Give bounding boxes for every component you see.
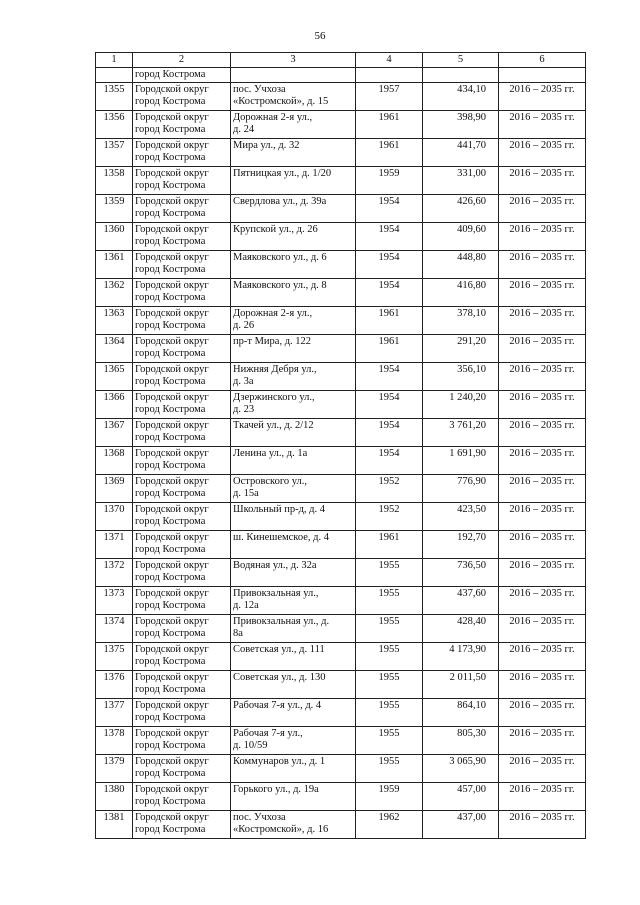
table-row: [96, 195, 586, 223]
owner-line-1: Городской округ: [135, 224, 209, 235]
address-line-1: Пятницкая ул., д. 1/20: [233, 168, 332, 179]
address-cell: [231, 699, 356, 727]
owner-line-1: Городской округ: [135, 448, 209, 459]
row-number: 1362: [96, 279, 133, 307]
owner-line-1: Городской округ: [135, 420, 209, 431]
owner-cell: [133, 139, 231, 167]
owner-line-1: Городской округ: [135, 784, 209, 795]
area-cell: 423,50: [423, 503, 499, 531]
owner-line-1: Городской округ: [135, 196, 209, 207]
address-cell: [231, 419, 356, 447]
owner-line-1: Городской округ: [135, 336, 209, 347]
address-cell: [231, 671, 356, 699]
owner-cell: [133, 475, 231, 503]
area-cell: 398,90: [423, 111, 499, 139]
row-number: 1377: [96, 699, 133, 727]
owner-line-2: город Кострома: [135, 320, 206, 331]
year-cell: 1955: [356, 587, 423, 615]
table-row: [96, 643, 586, 671]
area-cell: 805,30: [423, 727, 499, 755]
owner-line-2: город Кострома: [135, 180, 206, 191]
period-cell: 2016 – 2035 гг.: [499, 307, 586, 335]
owner-line-2: город Кострома: [135, 488, 206, 499]
year-cell: 1955: [356, 615, 423, 643]
table-row: [96, 531, 586, 559]
period-cell: 2016 – 2035 гг.: [499, 223, 586, 251]
row-number: 1365: [96, 363, 133, 391]
address-cell: [231, 755, 356, 783]
row-number: 1371: [96, 531, 133, 559]
address-line-1: Крупской ул., д. 26: [233, 224, 318, 235]
address-line-1: ш. Кинешемское, д. 4: [233, 532, 329, 543]
table-row: [96, 279, 586, 307]
owner-cell: [133, 83, 231, 111]
address-line-2: д. 3а: [233, 376, 254, 387]
period-cell: 2016 – 2035 гг.: [499, 391, 586, 419]
address-line-2: д. 12а: [233, 600, 259, 611]
address-line-2: д. 23: [233, 404, 255, 415]
address-line-1: пр-т Мира, д. 122: [233, 336, 312, 347]
address-cell: [231, 363, 356, 391]
address-line-2: д. 15а: [233, 488, 259, 499]
owner-line-1: Городской округ: [135, 644, 209, 655]
address-cell: [231, 307, 356, 335]
table-row: [96, 475, 586, 503]
period-cell: 2016 – 2035 гг.: [499, 727, 586, 755]
owner-line-1: Городской округ: [135, 364, 209, 375]
year-cell: 1959: [356, 167, 423, 195]
period-cell: 2016 – 2035 гг.: [499, 83, 586, 111]
period-cell: 2016 – 2035 гг.: [499, 811, 586, 839]
period-cell: 2016 – 2035 гг.: [499, 755, 586, 783]
owner-cell: [133, 335, 231, 363]
year-cell: 1952: [356, 475, 423, 503]
period-cell: 2016 – 2035 гг.: [499, 559, 586, 587]
owner-line-1: Городской округ: [135, 560, 209, 571]
address-cell: [231, 279, 356, 307]
owner-line-1: Городской округ: [135, 308, 209, 319]
year-cell: 1955: [356, 559, 423, 587]
year-cell: 1961: [356, 531, 423, 559]
owner-cell: [133, 587, 231, 615]
owner-cell: [133, 671, 231, 699]
owner-line-2: город Кострома: [135, 348, 206, 359]
period-cell: 2016 – 2035 гг.: [499, 643, 586, 671]
area-cell: 331,00: [423, 167, 499, 195]
address-line-1: Дзержинского ул.,: [233, 392, 315, 403]
year-cell: 1961: [356, 307, 423, 335]
year-cell: 1954: [356, 447, 423, 475]
area-cell: 441,70: [423, 139, 499, 167]
owner-line-2: город Кострома: [135, 740, 206, 751]
table-row: [96, 727, 586, 755]
period-cell: 2016 – 2035 гг.: [499, 531, 586, 559]
address-cell: [231, 83, 356, 111]
address-cell: [231, 727, 356, 755]
address-line-1: Школьный пр-д, д. 4: [233, 504, 326, 515]
owner-cell: [133, 811, 231, 839]
period-cell: 2016 – 2035 гг.: [499, 111, 586, 139]
address-line-1: Ткачей ул., д. 2/12: [233, 420, 314, 431]
row-number: 1364: [96, 335, 133, 363]
owner-line-2: город Кострома: [135, 124, 206, 135]
owner-cell: [133, 447, 231, 475]
row-number: 1363: [96, 307, 133, 335]
owner-cell: [133, 643, 231, 671]
owner-cell: [133, 503, 231, 531]
owner-cell: [133, 419, 231, 447]
owner-line-2: город Кострома: [135, 208, 206, 219]
period-cell: 2016 – 2035 гг.: [499, 699, 586, 727]
owner-cell: [133, 783, 231, 811]
row-number: 1372: [96, 559, 133, 587]
area-cell: 1 691,90: [423, 447, 499, 475]
area-cell: 437,60: [423, 587, 499, 615]
row-number: 1355: [96, 83, 133, 111]
area-cell: 4 173,90: [423, 643, 499, 671]
address-cell: [231, 503, 356, 531]
area-cell: 776,90: [423, 475, 499, 503]
owner-line-2: город Кострома: [135, 824, 206, 835]
area-cell: 416,80: [423, 279, 499, 307]
address-cell: [231, 811, 356, 839]
area-cell: 457,00: [423, 783, 499, 811]
table-row: [96, 83, 586, 111]
header-cell: 6: [499, 53, 586, 68]
owner-cell: [133, 559, 231, 587]
period-cell: 2016 – 2035 гг.: [499, 335, 586, 363]
owner-line-2: город Кострома: [135, 516, 206, 527]
address-cell: [231, 223, 356, 251]
address-line-1: Привокзальная ул.,: [233, 588, 319, 599]
table-row: [96, 447, 586, 475]
address-line-1: Мира ул., д. 32: [233, 140, 300, 151]
year-cell: 1954: [356, 419, 423, 447]
address-cell: [231, 195, 356, 223]
area-cell: 192,70: [423, 531, 499, 559]
address-line-2: д. 24: [233, 124, 255, 135]
owner-line-2: город Кострома: [135, 656, 206, 667]
owner-line-1: Городской округ: [135, 392, 209, 403]
owner-line-2: город Кострома: [135, 600, 206, 611]
table-row: [96, 755, 586, 783]
address-cell: [231, 251, 356, 279]
owner-line-2: город Кострома: [135, 432, 206, 443]
year-cell: 1955: [356, 755, 423, 783]
row-number: 1379: [96, 755, 133, 783]
owner-cell: [133, 195, 231, 223]
year-cell: 1961: [356, 139, 423, 167]
owner-line-2: город Кострома: [135, 712, 206, 723]
year-cell: 1955: [356, 643, 423, 671]
period-cell: 2016 – 2035 гг.: [499, 139, 586, 167]
area-cell: 426,60: [423, 195, 499, 223]
table-row: [96, 391, 586, 419]
owner-line-2: город Кострома: [135, 628, 206, 639]
address-line-1: Дорожная 2-я ул.,: [233, 112, 313, 123]
address-cell: [231, 447, 356, 475]
table-row: [96, 783, 586, 811]
owner-line-2: город Кострома: [135, 684, 206, 695]
row-number: 1366: [96, 391, 133, 419]
row-number: 1375: [96, 643, 133, 671]
owner-line-1: Городской округ: [135, 140, 209, 151]
header-row: [96, 53, 586, 68]
table-row: [96, 139, 586, 167]
year-cell: 1954: [356, 391, 423, 419]
period-cell: 2016 – 2035 гг.: [499, 783, 586, 811]
address-line-1: Маяковского ул., д. 6: [233, 252, 327, 263]
row-number: 1380: [96, 783, 133, 811]
address-line-1: Водяная ул., д. 32а: [233, 560, 317, 571]
row-number: 1356: [96, 111, 133, 139]
period-cell: 2016 – 2035 гг.: [499, 503, 586, 531]
owner-cell: [133, 755, 231, 783]
row-number: 1369: [96, 475, 133, 503]
owner-line-2: город Кострома: [135, 236, 206, 247]
table-row: [96, 559, 586, 587]
owner-line-2: город Кострома: [135, 376, 206, 387]
header-cell: 1: [96, 53, 133, 68]
table-row: [96, 587, 586, 615]
owner-line-1: Городской округ: [135, 280, 209, 291]
owner-cell: [133, 251, 231, 279]
address-line-2: «Костромской», д. 16: [233, 824, 329, 835]
year-cell: 1962: [356, 811, 423, 839]
table-row: [96, 223, 586, 251]
address-line-1: Ленина ул., д. 1а: [233, 448, 308, 459]
address-line-1: Рабочая 7-я ул.,: [233, 728, 303, 739]
area-cell: 448,80: [423, 251, 499, 279]
address-line-1: Советская ул., д. 130: [233, 672, 326, 683]
area-cell: 437,00: [423, 811, 499, 839]
registry-table: [95, 52, 586, 839]
owner-line-1: Городской округ: [135, 168, 209, 179]
row-number: 1370: [96, 503, 133, 531]
address-line-1: Коммунаров ул., д. 1: [233, 756, 326, 767]
table-row: [96, 615, 586, 643]
address-line-1: Рабочая 7-я ул., д. 4: [233, 700, 322, 711]
period-cell: 2016 – 2035 гг.: [499, 363, 586, 391]
address-line-1: Дорожная 2-я ул.,: [233, 308, 313, 319]
row-number: 1373: [96, 587, 133, 615]
row-number: 1360: [96, 223, 133, 251]
row-number: 1378: [96, 727, 133, 755]
year-cell: 1952: [356, 503, 423, 531]
address-cell: [231, 783, 356, 811]
table-row: [96, 671, 586, 699]
address-line-1: Нижняя Дебря ул.,: [233, 364, 317, 375]
period-cell: 2016 – 2035 гг.: [499, 671, 586, 699]
page-number: 56: [314, 30, 326, 42]
address-line-1: пос. Учхоза: [233, 812, 286, 823]
year-cell: 1955: [356, 699, 423, 727]
owner-line-1: Городской округ: [135, 728, 209, 739]
year-cell: 1961: [356, 335, 423, 363]
address-line-1: Свердлова ул., д. 39а: [233, 196, 327, 207]
header-cell: 5: [423, 53, 499, 68]
address-cell: [231, 587, 356, 615]
address-line-1: Маяковского ул., д. 8: [233, 280, 327, 291]
owner-line-2: город Кострома: [135, 572, 206, 583]
header-cell: 3: [231, 53, 356, 68]
area-cell: 864,10: [423, 699, 499, 727]
owner-line-2: город Кострома: [135, 96, 206, 107]
address-line-1: Горького ул., д. 19а: [233, 784, 319, 795]
owner-line-2: город Кострома: [135, 152, 206, 163]
area-cell: 291,20: [423, 335, 499, 363]
address-line-1: Советская ул., д. 111: [233, 644, 325, 655]
owner-line-2: город Кострома: [135, 292, 206, 303]
row-number: 1374: [96, 615, 133, 643]
owner-line-1: Городской округ: [135, 672, 209, 683]
address-line-1: Островского ул.,: [233, 476, 308, 487]
table-row: [96, 419, 586, 447]
area-cell: 736,50: [423, 559, 499, 587]
owner-cell: [133, 363, 231, 391]
owner-line-2: город Кострома: [135, 544, 206, 555]
owner-line-2: город Кострома: [135, 404, 206, 415]
address-line-1: Привокзальная ул., д.: [233, 616, 330, 627]
row-number: 1361: [96, 251, 133, 279]
table-row: [96, 307, 586, 335]
address-line-2: д. 26: [233, 320, 255, 331]
period-cell: 2016 – 2035 гг.: [499, 587, 586, 615]
owner-cell: [133, 223, 231, 251]
address-cell: [231, 391, 356, 419]
owner-line-1: Городской округ: [135, 84, 209, 95]
owner-cell: [133, 307, 231, 335]
year-cell: 1959: [356, 783, 423, 811]
period-cell: 2016 – 2035 гг.: [499, 447, 586, 475]
address-line-2: «Костромской», д. 15: [233, 96, 329, 107]
area-cell: 1 240,20: [423, 391, 499, 419]
row-number: 1367: [96, 419, 133, 447]
area-cell: 409,60: [423, 223, 499, 251]
table-row: [96, 363, 586, 391]
period-cell: 2016 – 2035 гг.: [499, 167, 586, 195]
year-cell: 1961: [356, 111, 423, 139]
year-cell: 1954: [356, 195, 423, 223]
address-cell: [231, 167, 356, 195]
owner-cell: [133, 391, 231, 419]
owner-line-1: Городской округ: [135, 616, 209, 627]
address-cell: [231, 475, 356, 503]
year-cell: 1957: [356, 83, 423, 111]
table-row: [96, 111, 586, 139]
area-cell: 378,10: [423, 307, 499, 335]
owner-cell: [133, 111, 231, 139]
address-line-1: пос. Учхоза: [233, 84, 286, 95]
owner-line-2: город Кострома: [135, 768, 206, 779]
table-row: [96, 503, 586, 531]
period-cell: 2016 – 2035 гг.: [499, 195, 586, 223]
owner-cell: [133, 615, 231, 643]
address-cell: [231, 139, 356, 167]
owner-cell: [133, 699, 231, 727]
continuation-row: [96, 68, 586, 83]
area-cell: 2 011,50: [423, 671, 499, 699]
row-number: 1368: [96, 447, 133, 475]
owner-line-1: Городской округ: [135, 812, 209, 823]
row-number: 1357: [96, 139, 133, 167]
owner-cell: [133, 167, 231, 195]
period-cell: 2016 – 2035 гг.: [499, 475, 586, 503]
row-number: 1359: [96, 195, 133, 223]
owner-line-1: Городской округ: [135, 756, 209, 767]
owner-cell: [133, 727, 231, 755]
owner-line-2: город Кострома: [135, 460, 206, 471]
owner-line-1: Городской округ: [135, 476, 209, 487]
owner-line-2: город Кострома: [135, 796, 206, 807]
area-cell: 356,10: [423, 363, 499, 391]
table-row: [96, 167, 586, 195]
area-cell: 3 761,20: [423, 419, 499, 447]
table-row: [96, 811, 586, 839]
year-cell: 1955: [356, 727, 423, 755]
owner-line-1: Городской округ: [135, 504, 209, 515]
owner-cell: [133, 279, 231, 307]
owner-line-2: город Кострома: [135, 264, 206, 275]
address-cell: [231, 111, 356, 139]
area-cell: 434,10: [423, 83, 499, 111]
year-cell: 1954: [356, 223, 423, 251]
continuation-owner: город Кострома: [133, 68, 231, 83]
row-number: 1358: [96, 167, 133, 195]
owner-line-1: Городской округ: [135, 700, 209, 711]
address-cell: [231, 559, 356, 587]
owner-line-1: Городской округ: [135, 112, 209, 123]
year-cell: 1954: [356, 251, 423, 279]
year-cell: 1954: [356, 363, 423, 391]
address-cell: [231, 531, 356, 559]
period-cell: 2016 – 2035 гг.: [499, 251, 586, 279]
row-number: 1381: [96, 811, 133, 839]
table-row: [96, 335, 586, 363]
address-cell: [231, 615, 356, 643]
table-row: [96, 699, 586, 727]
owner-cell: [133, 531, 231, 559]
header-cell: 4: [356, 53, 423, 68]
table-header: [96, 53, 586, 68]
address-cell: [231, 335, 356, 363]
period-cell: 2016 – 2035 гг.: [499, 615, 586, 643]
header-cell: 2: [133, 53, 231, 68]
area-cell: 428,40: [423, 615, 499, 643]
year-cell: 1955: [356, 671, 423, 699]
period-cell: 2016 – 2035 гг.: [499, 419, 586, 447]
address-cell: [231, 643, 356, 671]
table-body: [96, 68, 586, 839]
address-line-2: д. 10/59: [233, 740, 268, 751]
owner-line-1: Городской округ: [135, 532, 209, 543]
year-cell: 1954: [356, 279, 423, 307]
table-row: [96, 251, 586, 279]
area-cell: 3 065,90: [423, 755, 499, 783]
address-line-2: 8а: [233, 628, 243, 639]
owner-line-1: Городской округ: [135, 588, 209, 599]
owner-line-1: Городской округ: [135, 252, 209, 263]
row-number: 1376: [96, 671, 133, 699]
period-cell: 2016 – 2035 гг.: [499, 279, 586, 307]
